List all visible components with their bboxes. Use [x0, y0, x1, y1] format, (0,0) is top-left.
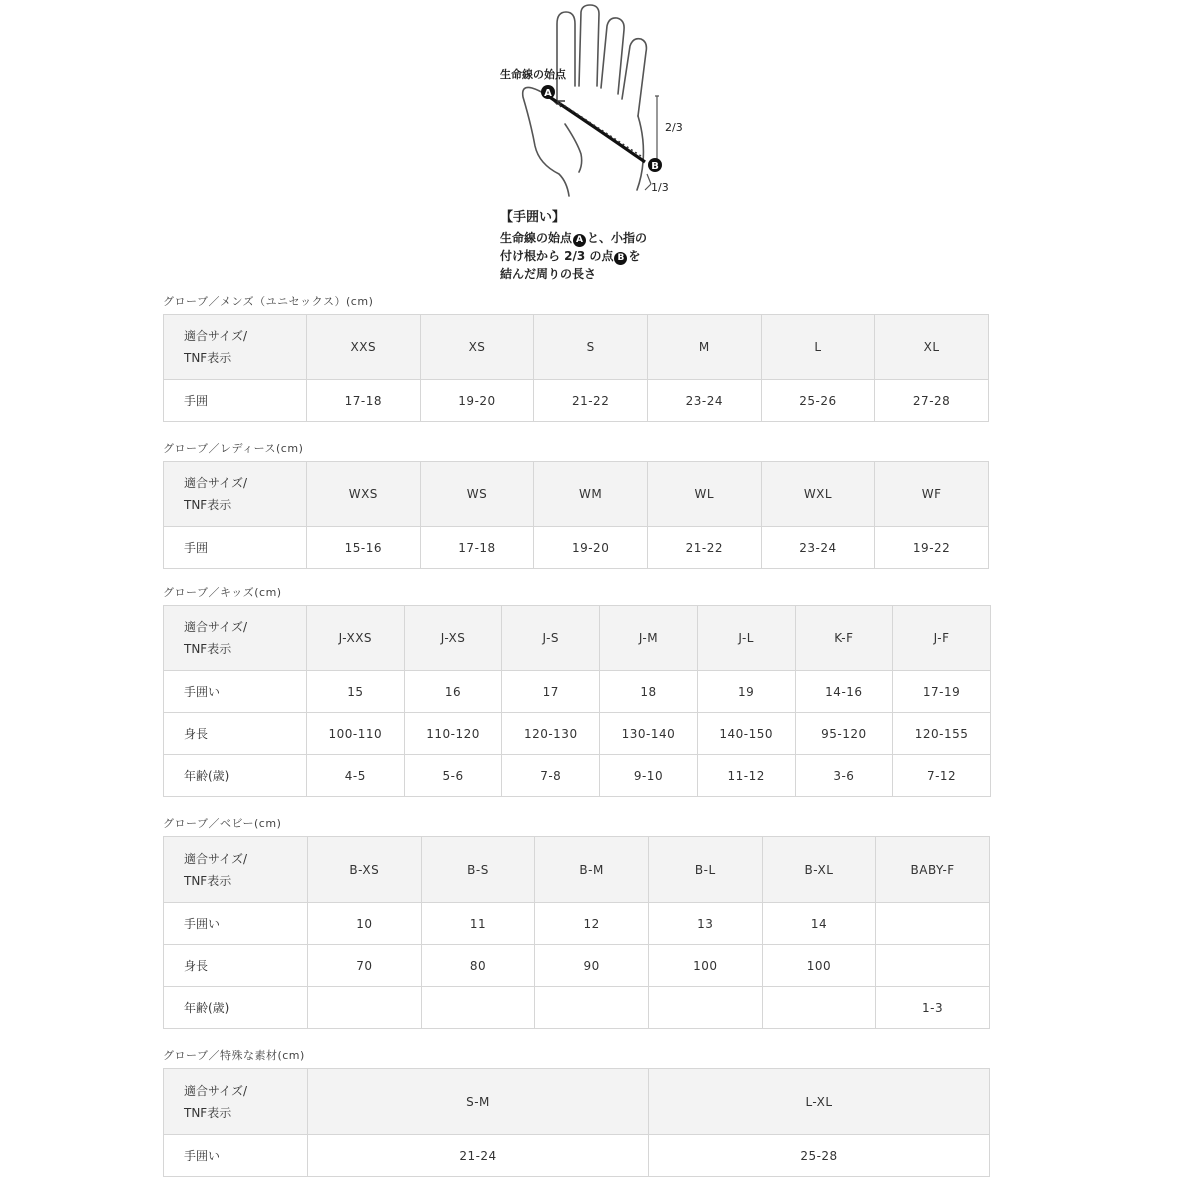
table-cell: 19-20 [534, 527, 648, 569]
table-cell: 21-24 [308, 1135, 649, 1177]
row-label: 手囲い [164, 903, 308, 945]
size-header-cell: J-M [600, 606, 698, 671]
table-cell: 90 [535, 945, 649, 987]
table-row [164, 527, 989, 569]
size-header-cell: WXL [761, 462, 875, 527]
special-table-title: グローブ／特殊な素材(cm) [163, 1049, 305, 1062]
table-cell: 17-19 [893, 671, 991, 713]
size-header-cell: B-M [535, 837, 649, 903]
table-cell: 17 [502, 671, 600, 713]
table-cell: 19-22 [875, 527, 989, 569]
svg-text:B: B [651, 161, 659, 172]
table-header-row [164, 837, 990, 903]
table-header-row [164, 1069, 990, 1135]
table-cell: 25-28 [649, 1135, 990, 1177]
size-header-cell: S [534, 315, 648, 380]
table-cell: 100 [648, 945, 762, 987]
point-b-badge: B [614, 252, 627, 265]
size-label-header [164, 462, 307, 527]
table-cell: 7-12 [893, 755, 991, 797]
size-header-cell: B-XL [762, 837, 876, 903]
table-cell [648, 987, 762, 1029]
table-cell: 15-16 [307, 527, 421, 569]
kids-size-table [163, 605, 991, 797]
size-header-cell: J-S [502, 606, 600, 671]
table-row [164, 1135, 990, 1177]
table-cell: 3-6 [795, 755, 893, 797]
header-label-line-1: 適合サイズ/ [184, 851, 248, 866]
table-cell: 23-24 [647, 380, 761, 422]
table-cell: 120-155 [893, 713, 991, 755]
table-row [164, 671, 991, 713]
table-cell: 21-22 [534, 380, 648, 422]
table-cell: 80 [421, 945, 535, 987]
table-cell: 21-22 [647, 527, 761, 569]
row-label: 年齢(歳) [164, 755, 307, 797]
size-header-cell: WS [420, 462, 534, 527]
size-header-cell: J-F [893, 606, 991, 671]
table-row [164, 713, 991, 755]
baby-table-title: グローブ／ベビー(cm) [163, 817, 282, 830]
size-header-cell: L [761, 315, 875, 380]
header-label-line-2: TNF表示 [184, 351, 232, 365]
size-header-cell: B-XS [308, 837, 422, 903]
row-label: 手囲い [164, 671, 307, 713]
size-header-cell: M [647, 315, 761, 380]
table-cell: 23-24 [761, 527, 875, 569]
table-cell: 16 [404, 671, 502, 713]
table-cell: 11 [421, 903, 535, 945]
table-header-row [164, 315, 989, 380]
row-label: 身長 [164, 945, 308, 987]
table-cell [308, 987, 422, 1029]
two-thirds-label: 2/3 [665, 121, 683, 134]
table-cell: 70 [308, 945, 422, 987]
table-cell: 15 [307, 671, 405, 713]
row-label: 身長 [164, 713, 307, 755]
point-a-badge: A [573, 234, 586, 247]
table-cell: 7-8 [502, 755, 600, 797]
table-cell: 14-16 [795, 671, 893, 713]
table-cell: 10 [308, 903, 422, 945]
table-cell: 4-5 [307, 755, 405, 797]
table-row [164, 945, 990, 987]
table-cell [762, 987, 876, 1029]
special-size-table [163, 1068, 990, 1177]
table-cell: 100 [762, 945, 876, 987]
size-header-cell: B-L [648, 837, 762, 903]
table-cell: 14 [762, 903, 876, 945]
table-cell: 12 [535, 903, 649, 945]
header-label-line-2: TNF表示 [184, 642, 232, 656]
hand-measurement-illustration [495, 4, 705, 204]
table-cell [876, 903, 990, 945]
table-cell: 140-150 [697, 713, 795, 755]
caption-title: 【手囲い】 [500, 210, 566, 225]
row-label: 手囲い [164, 1135, 308, 1177]
table-row [164, 903, 990, 945]
hand-outline-icon [495, 4, 705, 204]
table-cell: 120-130 [502, 713, 600, 755]
row-label: 年齢(歳) [164, 987, 308, 1029]
table-cell: 5-6 [404, 755, 502, 797]
header-label-line-1: 適合サイズ/ [184, 329, 248, 343]
mens-size-table [163, 314, 989, 422]
size-header-cell: WF [875, 462, 989, 527]
row-label: 手囲 [164, 527, 307, 569]
table-row [164, 755, 991, 797]
size-header-cell: BABY-F [876, 837, 990, 903]
table-cell [876, 945, 990, 987]
size-header-cell: XL [875, 315, 989, 380]
table-cell [421, 987, 535, 1029]
table-cell: 13 [648, 903, 762, 945]
table-row [164, 987, 990, 1029]
table-header-row [164, 462, 989, 527]
caption-line-1: 生命線の始点 A と、小指の [500, 231, 648, 245]
size-header-cell: XXS [307, 315, 421, 380]
life-line-start-label: 生命線の始点 [500, 68, 566, 81]
header-label-line-1: 適合サイズ/ [184, 476, 248, 490]
table-cell: 11-12 [697, 755, 795, 797]
header-label-line-1: 適合サイズ/ [184, 1083, 248, 1098]
table-cell: 19 [697, 671, 795, 713]
one-third-label: 1/3 [651, 181, 669, 194]
table-cell: 130-140 [600, 713, 698, 755]
table-cell: 27-28 [875, 380, 989, 422]
size-header-cell: WM [534, 462, 648, 527]
size-header-cell: WXS [307, 462, 421, 527]
size-header-cell: WL [647, 462, 761, 527]
caption-line-3: 結んだ周りの長さ [500, 267, 597, 281]
svg-text:A: A [544, 88, 552, 99]
size-header-cell: S-M [308, 1069, 649, 1135]
table-cell: 17-18 [307, 380, 421, 422]
size-header-cell: J-L [697, 606, 795, 671]
size-label-header [164, 606, 307, 671]
size-header-cell: J-XXS [307, 606, 405, 671]
table-cell: 18 [600, 671, 698, 713]
baby-size-table [163, 836, 990, 1029]
size-header-cell: K-F [795, 606, 893, 671]
table-cell: 17-18 [420, 527, 534, 569]
size-header-cell: XS [420, 315, 534, 380]
table-cell [535, 987, 649, 1029]
table-cell: 110-120 [404, 713, 502, 755]
ladies-table-title: グローブ／レディース(cm) [163, 442, 304, 455]
measurement-caption [500, 209, 700, 283]
header-label-line-2: TNF表示 [184, 498, 232, 512]
table-cell: 100-110 [307, 713, 405, 755]
table-row [164, 380, 989, 422]
size-header-cell: J-XS [404, 606, 502, 671]
size-label-header [164, 1069, 308, 1135]
table-cell: 95-120 [795, 713, 893, 755]
table-cell: 1-3 [876, 987, 990, 1029]
mens-table-title: グローブ／メンズ（ユニセックス）(cm) [163, 295, 374, 308]
size-label-header [164, 837, 308, 903]
header-label-line-1: 適合サイズ/ [184, 620, 248, 634]
size-label-header [164, 315, 307, 380]
size-header-cell: L-XL [649, 1069, 990, 1135]
header-label-line-2: TNF表示 [184, 873, 232, 888]
kids-table-title: グローブ／キッズ(cm) [163, 586, 282, 599]
row-label: 手囲 [164, 380, 307, 422]
caption-line-2: 付け根から 2/3 の点 B を [500, 249, 641, 263]
table-cell: 9-10 [600, 755, 698, 797]
header-label-line-2: TNF表示 [184, 1105, 232, 1120]
table-header-row [164, 606, 991, 671]
table-cell: 25-26 [761, 380, 875, 422]
ladies-size-table [163, 461, 989, 569]
table-cell: 19-20 [420, 380, 534, 422]
size-header-cell: B-S [421, 837, 535, 903]
